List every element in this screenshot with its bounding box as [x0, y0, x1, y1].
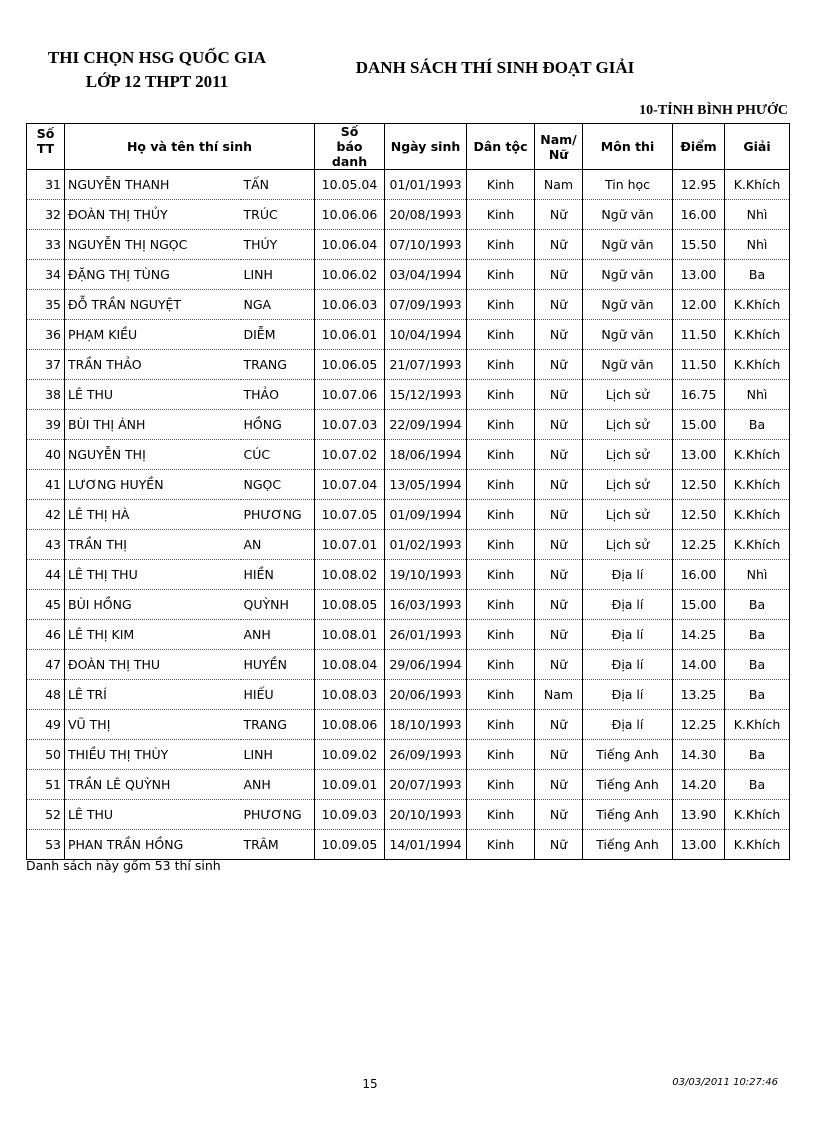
cell-stt: 47 — [27, 650, 65, 680]
cell-score: 14.25 — [673, 620, 725, 650]
cell-score: 11.50 — [673, 350, 725, 380]
cell-surname: TRẦN THẢO — [65, 350, 241, 380]
cell-ethnic: Kinh — [467, 680, 535, 710]
cell-dob: 03/04/1994 — [385, 260, 467, 290]
cell-stt: 43 — [27, 530, 65, 560]
cell-sbd: 10.06.03 — [315, 290, 385, 320]
col-header-gender-line1: Nam/ — [540, 131, 577, 147]
cell-stt: 40 — [27, 440, 65, 470]
cell-given-name: AN — [241, 530, 315, 560]
cell-dob: 26/01/1993 — [385, 620, 467, 650]
table-row — [27, 320, 790, 350]
cell-surname: ĐỖ TRẦN NGUYỆT — [65, 290, 241, 320]
table-row — [27, 440, 790, 470]
cell-award: K.Khích — [725, 710, 790, 740]
table-row — [27, 770, 790, 800]
cell-score: 14.20 — [673, 770, 725, 800]
col-header-sbd — [315, 124, 385, 170]
cell-stt: 48 — [27, 680, 65, 710]
cell-award: Nhì — [725, 560, 790, 590]
cell-stt: 41 — [27, 470, 65, 500]
cell-score: 11.50 — [673, 320, 725, 350]
cell-ethnic: Kinh — [467, 350, 535, 380]
cell-award: Ba — [725, 740, 790, 770]
cell-award: K.Khích — [725, 320, 790, 350]
cell-ethnic: Kinh — [467, 530, 535, 560]
cell-score: 12.50 — [673, 470, 725, 500]
cell-given-name: DIỄM — [241, 320, 315, 350]
cell-award: Nhì — [725, 200, 790, 230]
cell-given-name: NGỌC — [241, 470, 315, 500]
cell-score: 13.90 — [673, 800, 725, 830]
cell-ethnic: Kinh — [467, 290, 535, 320]
cell-dob: 29/06/1994 — [385, 650, 467, 680]
cell-dob: 07/09/1993 — [385, 290, 467, 320]
cell-given-name: THẢO — [241, 380, 315, 410]
cell-stt: 53 — [27, 830, 65, 860]
cell-award: K.Khích — [725, 470, 790, 500]
cell-dob: 15/12/1993 — [385, 380, 467, 410]
cell-sbd: 10.07.04 — [315, 470, 385, 500]
table-row — [27, 260, 790, 290]
cell-score: 13.00 — [673, 830, 725, 860]
cell-stt: 36 — [27, 320, 65, 350]
cell-award: K.Khích — [725, 800, 790, 830]
cell-sbd: 10.06.05 — [315, 350, 385, 380]
exam-title-block — [28, 46, 286, 94]
print-timestamp: 03/03/2011 10:27:46 — [672, 1077, 778, 1088]
cell-ethnic: Kinh — [467, 620, 535, 650]
cell-gender: Nữ — [535, 230, 583, 260]
cell-sbd: 10.09.03 — [315, 800, 385, 830]
cell-gender: Nữ — [535, 470, 583, 500]
cell-given-name: HIẾU — [241, 680, 315, 710]
cell-subject: Ngữ văn — [583, 260, 673, 290]
cell-score: 13.00 — [673, 260, 725, 290]
cell-given-name: HUYỀN — [241, 650, 315, 680]
cell-given-name: TRÂM — [241, 830, 315, 860]
table-row — [27, 290, 790, 320]
cell-sbd: 10.09.01 — [315, 770, 385, 800]
cell-dob: 01/09/1994 — [385, 500, 467, 530]
cell-stt: 51 — [27, 770, 65, 800]
table-row — [27, 650, 790, 680]
cell-gender: Nữ — [535, 590, 583, 620]
cell-award: Ba — [725, 770, 790, 800]
cell-stt: 39 — [27, 410, 65, 440]
table-row — [27, 530, 790, 560]
cell-surname: PHAN TRẦN HỒNG — [65, 830, 241, 860]
cell-subject: Lịch sử — [583, 380, 673, 410]
col-header-name: Họ và tên thí sinh — [65, 124, 315, 170]
cell-score: 16.00 — [673, 560, 725, 590]
cell-subject: Lịch sử — [583, 440, 673, 470]
province-label: 10-TỈNH BÌNH PHƯỚC — [639, 103, 788, 118]
cell-stt: 50 — [27, 740, 65, 770]
cell-sbd: 10.07.01 — [315, 530, 385, 560]
cell-surname: TRẦN THỊ — [65, 530, 241, 560]
cell-score: 13.00 — [673, 440, 725, 470]
exam-title-line2: LỚP 12 THPT 2011 — [85, 72, 229, 91]
cell-gender: Nữ — [535, 740, 583, 770]
cell-dob: 14/01/1994 — [385, 830, 467, 860]
cell-ethnic: Kinh — [467, 740, 535, 770]
cell-gender: Nữ — [535, 350, 583, 380]
page-number: 15 — [362, 1077, 378, 1091]
cell-dob: 01/02/1993 — [385, 530, 467, 560]
cell-dob: 16/03/1993 — [385, 590, 467, 620]
cell-stt: 44 — [27, 560, 65, 590]
cell-score: 12.50 — [673, 500, 725, 530]
cell-given-name: LINH — [241, 260, 315, 290]
cell-subject: Tiếng Anh — [583, 770, 673, 800]
cell-award: Ba — [725, 260, 790, 290]
cell-gender: Nữ — [535, 500, 583, 530]
cell-surname: THIỀU THỊ THÙY — [65, 740, 241, 770]
cell-surname: LÊ THU — [65, 800, 241, 830]
table-row — [27, 410, 790, 440]
cell-sbd: 10.06.04 — [315, 230, 385, 260]
cell-subject: Địa lí — [583, 620, 673, 650]
cell-award: K.Khích — [725, 830, 790, 860]
table-row — [27, 500, 790, 530]
cell-ethnic: Kinh — [467, 650, 535, 680]
cell-award: Nhì — [725, 230, 790, 260]
cell-dob: 13/05/1994 — [385, 470, 467, 500]
cell-award: K.Khích — [725, 290, 790, 320]
cell-ethnic: Kinh — [467, 260, 535, 290]
table-row — [27, 680, 790, 710]
cell-score: 12.25 — [673, 710, 725, 740]
cell-gender: Nữ — [535, 380, 583, 410]
cell-given-name: CÚC — [241, 440, 315, 470]
cell-surname: VŨ THỊ — [65, 710, 241, 740]
table-row — [27, 740, 790, 770]
cell-sbd: 10.09.02 — [315, 740, 385, 770]
cell-surname: BÙI THỊ ÁNH — [65, 410, 241, 440]
col-header-score: Điểm — [673, 124, 725, 170]
cell-sbd: 10.08.06 — [315, 710, 385, 740]
cell-gender: Nữ — [535, 710, 583, 740]
cell-surname: PHẠM KIỀU — [65, 320, 241, 350]
cell-subject: Tiếng Anh — [583, 830, 673, 860]
cell-award: Ba — [725, 680, 790, 710]
cell-given-name: ANH — [241, 770, 315, 800]
cell-subject: Địa lí — [583, 680, 673, 710]
cell-given-name: NGA — [241, 290, 315, 320]
table-row — [27, 170, 790, 200]
cell-dob: 01/01/1993 — [385, 170, 467, 200]
cell-ethnic: Kinh — [467, 380, 535, 410]
cell-dob: 20/07/1993 — [385, 770, 467, 800]
cell-stt: 52 — [27, 800, 65, 830]
cell-surname: TRẦN LÊ QUỲNH — [65, 770, 241, 800]
cell-score: 15.00 — [673, 590, 725, 620]
cell-sbd: 10.07.03 — [315, 410, 385, 440]
cell-stt: 45 — [27, 590, 65, 620]
cell-sbd: 10.07.02 — [315, 440, 385, 470]
cell-score: 16.00 — [673, 200, 725, 230]
cell-gender: Nữ — [535, 260, 583, 290]
cell-ethnic: Kinh — [467, 170, 535, 200]
cell-stt: 34 — [27, 260, 65, 290]
cell-subject: Địa lí — [583, 560, 673, 590]
cell-gender: Nữ — [535, 200, 583, 230]
cell-subject: Địa lí — [583, 710, 673, 740]
cell-surname: NGUYỄN THỊ NGỌC — [65, 230, 241, 260]
cell-sbd: 10.09.05 — [315, 830, 385, 860]
col-header-sbd-line1: Số — [340, 124, 359, 139]
cell-award: Ba — [725, 620, 790, 650]
cell-sbd: 10.08.05 — [315, 590, 385, 620]
cell-surname: BÙI HỒNG — [65, 590, 241, 620]
cell-sbd: 10.06.06 — [315, 200, 385, 230]
cell-dob: 18/10/1993 — [385, 710, 467, 740]
cell-stt: 33 — [27, 230, 65, 260]
cell-score: 14.30 — [673, 740, 725, 770]
cell-ethnic: Kinh — [467, 560, 535, 590]
cell-dob: 20/06/1993 — [385, 680, 467, 710]
cell-subject: Tin học — [583, 170, 673, 200]
cell-subject: Ngữ văn — [583, 350, 673, 380]
table-row — [27, 710, 790, 740]
results-table — [26, 123, 790, 860]
table-row — [27, 800, 790, 830]
cell-given-name: HỒNG — [241, 410, 315, 440]
cell-ethnic: Kinh — [467, 410, 535, 440]
cell-sbd: 10.06.02 — [315, 260, 385, 290]
cell-gender: Nữ — [535, 560, 583, 590]
table-body — [27, 170, 790, 860]
cell-ethnic: Kinh — [467, 230, 535, 260]
cell-surname: LÊ THỊ KIM — [65, 620, 241, 650]
cell-sbd: 10.07.06 — [315, 380, 385, 410]
cell-given-name: PHƯƠNG — [241, 800, 315, 830]
col-header-sbd-line2: báo danh — [331, 139, 368, 169]
cell-ethnic: Kinh — [467, 590, 535, 620]
cell-ethnic: Kinh — [467, 200, 535, 230]
cell-score: 12.25 — [673, 530, 725, 560]
table-row — [27, 590, 790, 620]
cell-surname: LÊ TRÍ — [65, 680, 241, 710]
cell-score: 12.95 — [673, 170, 725, 200]
cell-sbd: 10.08.01 — [315, 620, 385, 650]
cell-gender: Nữ — [535, 410, 583, 440]
cell-given-name: ANH — [241, 620, 315, 650]
table-row — [27, 380, 790, 410]
cell-surname: ĐẶNG THỊ TÙNG — [65, 260, 241, 290]
cell-given-name: TRANG — [241, 350, 315, 380]
exam-title-line1: THI CHỌN HSG QUỐC GIA — [47, 48, 267, 67]
cell-given-name: HIỀN — [241, 560, 315, 590]
cell-surname: LƯƠNG HUYỀN — [65, 470, 241, 500]
cell-surname: LÊ THỊ THU — [65, 560, 241, 590]
cell-stt: 49 — [27, 710, 65, 740]
col-header-gender-line2: Nữ — [548, 146, 569, 162]
cell-sbd: 10.08.03 — [315, 680, 385, 710]
cell-sbd: 10.07.05 — [315, 500, 385, 530]
cell-gender: Nữ — [535, 290, 583, 320]
col-header-award: Giải — [725, 124, 790, 170]
table-row — [27, 230, 790, 260]
cell-given-name: TRANG — [241, 710, 315, 740]
cell-sbd: 10.08.02 — [315, 560, 385, 590]
cell-score: 13.25 — [673, 680, 725, 710]
cell-ethnic: Kinh — [467, 500, 535, 530]
cell-dob: 20/10/1993 — [385, 800, 467, 830]
cell-stt: 42 — [27, 500, 65, 530]
cell-dob: 10/04/1994 — [385, 320, 467, 350]
cell-dob: 07/10/1993 — [385, 230, 467, 260]
cell-award: Ba — [725, 410, 790, 440]
table-row — [27, 470, 790, 500]
cell-dob: 22/09/1994 — [385, 410, 467, 440]
cell-gender: Nữ — [535, 650, 583, 680]
cell-ethnic: Kinh — [467, 470, 535, 500]
cell-gender: Nữ — [535, 440, 583, 470]
cell-gender: Nam — [535, 170, 583, 200]
cell-subject: Địa lí — [583, 590, 673, 620]
cell-ethnic: Kinh — [467, 320, 535, 350]
cell-gender: Nữ — [535, 830, 583, 860]
cell-given-name: THÚY — [241, 230, 315, 260]
cell-ethnic: Kinh — [467, 710, 535, 740]
cell-subject: Ngữ văn — [583, 320, 673, 350]
cell-award: K.Khích — [725, 170, 790, 200]
cell-surname: LÊ THỊ HÀ — [65, 500, 241, 530]
cell-given-name: LINH — [241, 740, 315, 770]
col-header-ethnic: Dân tộc — [467, 124, 535, 170]
cell-subject: Lịch sử — [583, 470, 673, 500]
cell-dob: 20/08/1993 — [385, 200, 467, 230]
cell-given-name: TRÚC — [241, 200, 315, 230]
cell-subject: Địa lí — [583, 650, 673, 680]
cell-ethnic: Kinh — [467, 830, 535, 860]
table-row — [27, 830, 790, 860]
table-row — [27, 200, 790, 230]
cell-score: 14.00 — [673, 650, 725, 680]
col-header-gender — [535, 124, 583, 170]
cell-ethnic: Kinh — [467, 440, 535, 470]
cell-dob: 18/06/1994 — [385, 440, 467, 470]
table-row — [27, 560, 790, 590]
cell-given-name: QUỲNH — [241, 590, 315, 620]
cell-gender: Nữ — [535, 530, 583, 560]
cell-subject: Lịch sử — [583, 410, 673, 440]
cell-subject: Ngữ văn — [583, 200, 673, 230]
cell-award: K.Khích — [725, 530, 790, 560]
cell-stt: 46 — [27, 620, 65, 650]
cell-sbd: 10.08.04 — [315, 650, 385, 680]
footnote: Danh sách này gồm 53 thí sinh — [26, 858, 221, 873]
cell-stt: 38 — [27, 380, 65, 410]
cell-stt: 35 — [27, 290, 65, 320]
cell-score: 16.75 — [673, 380, 725, 410]
cell-ethnic: Kinh — [467, 800, 535, 830]
cell-award: Ba — [725, 590, 790, 620]
col-header-stt: Số TT — [27, 124, 65, 170]
cell-stt: 32 — [27, 200, 65, 230]
cell-surname: LÊ THU — [65, 380, 241, 410]
cell-surname: ĐOÀN THỊ THU — [65, 650, 241, 680]
cell-subject: Lịch sử — [583, 500, 673, 530]
col-header-subject: Môn thi — [583, 124, 673, 170]
table-row — [27, 620, 790, 650]
cell-dob: 26/09/1993 — [385, 740, 467, 770]
cell-subject: Ngữ văn — [583, 230, 673, 260]
cell-dob: 19/10/1993 — [385, 560, 467, 590]
page-title: DANH SÁCH THÍ SINH ĐOẠT GIẢI — [355, 58, 635, 77]
cell-score: 15.50 — [673, 230, 725, 260]
cell-subject: Ngữ văn — [583, 290, 673, 320]
cell-award: K.Khích — [725, 500, 790, 530]
cell-dob: 21/07/1993 — [385, 350, 467, 380]
cell-sbd: 10.06.01 — [315, 320, 385, 350]
cell-score: 12.00 — [673, 290, 725, 320]
cell-surname: NGUYỄN THANH — [65, 170, 241, 200]
cell-award: Ba — [725, 650, 790, 680]
col-header-dob: Ngày sinh — [385, 124, 467, 170]
cell-stt: 31 — [27, 170, 65, 200]
cell-sbd: 10.05.04 — [315, 170, 385, 200]
cell-stt: 37 — [27, 350, 65, 380]
cell-award: K.Khích — [725, 350, 790, 380]
cell-gender: Nam — [535, 680, 583, 710]
cell-award: Nhì — [725, 380, 790, 410]
cell-subject: Lịch sử — [583, 530, 673, 560]
cell-ethnic: Kinh — [467, 770, 535, 800]
cell-score: 15.00 — [673, 410, 725, 440]
cell-gender: Nữ — [535, 770, 583, 800]
cell-subject: Tiếng Anh — [583, 800, 673, 830]
cell-gender: Nữ — [535, 620, 583, 650]
cell-gender: Nữ — [535, 800, 583, 830]
cell-award: K.Khích — [725, 440, 790, 470]
cell-gender: Nữ — [535, 320, 583, 350]
cell-surname: NGUYỄN THỊ — [65, 440, 241, 470]
table-row — [27, 350, 790, 380]
cell-surname: ĐOÀN THỊ THỦY — [65, 200, 241, 230]
table-header-row — [27, 124, 790, 170]
cell-given-name: TẤN — [241, 170, 315, 200]
cell-given-name: PHƯƠNG — [241, 500, 315, 530]
cell-subject: Tiếng Anh — [583, 740, 673, 770]
